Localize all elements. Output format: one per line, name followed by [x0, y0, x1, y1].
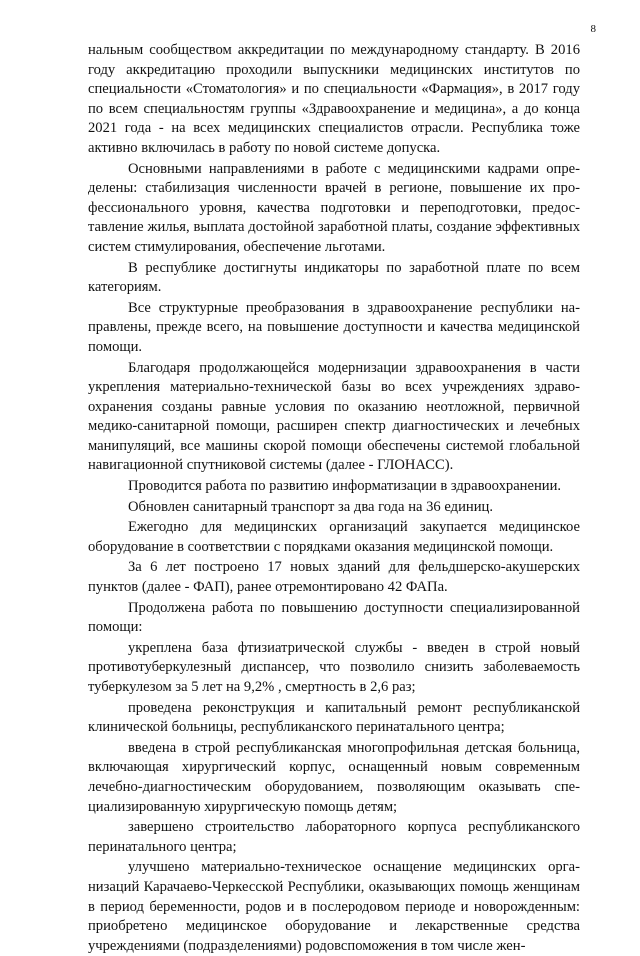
paragraph-modernization: Благодаря продолжающейся модернизации здравоохранения в части укрепления материально-технической базы во всех учреждениях здравоохранения созданы равные условия по оказанию неотложной, первичной медико-санитарной помощи, расширен спектр диагностических и лечебных манипуляций, все машины скорой помощи обеспечены системой глобальной навигационной спутниковой системы (далее - ГЛОНАСС). [88, 359, 580, 474]
paragraph-fap: За 6 лет построено 17 новых зданий для фельдшерско-акушерских пунктов (далее - ФАП), ранее отремонтировано 42 ФАПа. [88, 559, 580, 596]
paragraph-specialized-care: Продолжена работа по повышению доступности специализированной помощи: [88, 599, 580, 636]
list-item-maternity-equipment: улучшено материально-техническое оснащение медицинских организаций Карачаево-Черкесской Республики, оказывающих помощь женщинам в период беременности, родов и в послеродовом периоде и новорожденным: приобретено медицинское оборудование и лекарственные средства учреждениями (подразделениями) родовспоможения в том числе жен- [88, 859, 580, 954]
list-item-laboratory: завершено строительство лабораторного корпуса республиканского перинатального центра; [88, 819, 580, 855]
list-item-childrens-hospital: введена в строй республиканская многопрофильная детская больница, включающая хирургический корпус, оснащенный новым современным лечебно-диагностическим оборудованием, позволяющим оказывать специализированную хирургическую помощь детям; [88, 739, 580, 815]
list-item-hospital-repair: проведена реконструкция и капитальный ремонт республиканской клинической больницы, республиканского перинатального центра; [88, 699, 580, 736]
paragraph-personnel-directions: Основными направлениями в работе с медицинскими кадрами определены: стабилизация численности врачей в регионе, повышение их профессионального уровня, качества подготовки и переподготовки, предоставление жилья, выплата достойной заработной платы, создание эффективных систем стимулирования, обеспечение льготами. [88, 160, 580, 255]
paragraph-salary-indicators: В республике достигнуты индикаторы по заработной плате по всем категориям. [88, 259, 580, 296]
list-item-tuberculosis: укреплена база фтизиатрической службы - введен в строй новый противотуберкулезный диспансер, что позволило снизить заболеваемость туберкулезом за 5 лет на 9,2% , смертность в 2,6 раз; [88, 639, 580, 695]
paragraph-informatization: Проводится работа по развитию информатизации в здравоохранении. [128, 478, 562, 495]
paragraph-equipment: Ежегодно для медицинских организаций закупается медицинское оборудование в соответствии с порядками оказания медицинской помощи. [88, 519, 580, 555]
page-number: 8 [590, 23, 596, 35]
page-body [88, 41, 580, 956]
paragraph-continuation: нальным сообществом аккредитации по международному стандарту. В 2016 году аккредитацию проходили выпускники медицинских институтов по специальности «Стоматология» и по специальности «Фармация», в 2017 году по всем специальностям группы «Здравоохранение и медицина», а до конца 2021 года - на всех медицинских специалистов отрасли. Республика тоже активно включилась в работу по новой системе допуска. [88, 42, 580, 156]
paragraph-transport: Обновлен санитарный транспорт за два года на 36 единиц. [128, 498, 493, 515]
paragraph-structural-reforms: Все структурные преобразования в здравоохранение республики направлены, прежде всего, на повышение доступности и качества медицинской помощи. [88, 299, 580, 355]
